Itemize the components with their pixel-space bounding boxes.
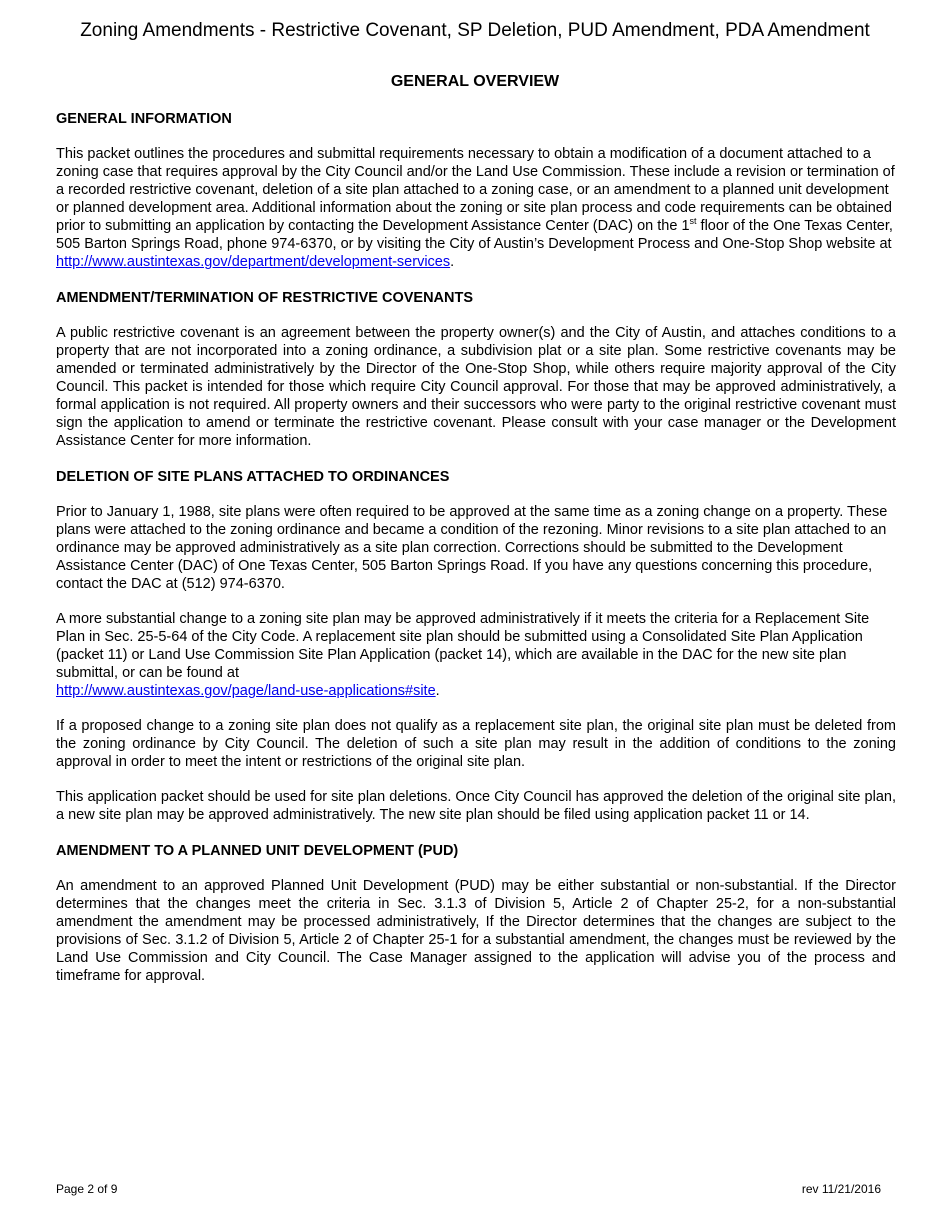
heading-restrictive-covenants: AMENDMENT/TERMINATION OF RESTRICTIVE COVENANTS (56, 290, 474, 306)
paragraph-pud: An amendment to an approved Planned Unit Development (PUD) may be either substantial or non-substantial. If the Director determines that the changes meet the criteria in Sec. 3.1.3 of Division 5, Article 2 of Chapter 25-2, for a non-substantial amendment the amendment may be processed administratively, If the Director determines that the changes are subject to the provisions of Sec. 3.1.2 of Division 5, Article 2 of Chapter 25-1 for a substantial amendment, the changes must be reviewed by the Land Use Commission and City Council. The Case Manager assigned to the application will advise you of the process and timeframe for approval. (56, 878, 896, 984)
paragraph-restrictive-covenants: A public restrictive covenant is an agreement between the property owner(s) and the City of Austin, and attaches conditions to a property that are not incorporated into a zoning ordinance, a subdivision plat or a site plan. Some restrictive covenants may be amended or terminated administratively by the Director of the One-Stop Shop, while others require majority approval of the City Council. This packet is intended for those which require City Council approval. For those that may be approved administratively, a formal application is not required. All property owners and their successors who were party to the original restrictive covenant must sign the application to amend or terminate the restrictive covenant. Please consult with your case manager or the Development Assistance Center for more information. (56, 325, 896, 449)
paragraph-general-information (56, 145, 896, 271)
heading-pud-amendment: AMENDMENT TO A PLANNED UNIT DEVELOPMENT (PUD) (56, 843, 459, 859)
heading-site-plan-deletion: DELETION OF SITE PLANS ATTACHED TO ORDINANCES (56, 469, 450, 485)
page-number: Page 2 of 9 (56, 1182, 118, 1196)
revision-date: rev 11/21/2016 (801, 1182, 881, 1196)
paragraph-site-plans-1: Prior to January 1, 1988, site plans were often required to be approved at the same time as a zoning change on a property. These plans were attached to the zoning ordinance and became a condition of the rezoning. Minor revisions to a site plan attached to an ordinance may be approved administratively as a site plan correction. Corrections should be submitted to the Development Assistance Center (DAC) of One Texas Center, 505 Barton Springs Road. If you have any questions concerning this procedure, contact the DAC at (512) 974-6370. (56, 504, 888, 592)
paragraph-site-plans-4: This application packet should be used for site plan deletions. Once City Council has approved the deletion of the original site plan, a new site plan may be approved administratively. The new site plan should be filed using application packet 11 or 14. (56, 789, 896, 823)
document-body (56, 109, 896, 1002)
site-plans-2-text: A more substantial change to a zoning site plan may be approved administratively if it meets the criteria for a Replacement Site Plan in Sec. 25-5-64 of the City Code. A replacement site plan should be submitted using a Consolidated Site Plan Application (packet 11) or Land Use Commission Site Plan Application (packet 14), which are available in the DAC for the new site plan submittal, or can be found at (56, 611, 870, 681)
heading-general-information: GENERAL INFORMATION (56, 111, 232, 127)
paragraph-site-plans-2 (56, 610, 896, 700)
general-info-text-b: floor of the One Texas Center, 505 Barton Springs Road, phone 974-6370, or by visiting the City of Austin’s Development Process and One-Stop Shop website at (56, 218, 893, 252)
site-plans-2-end: . (435, 683, 440, 699)
superscript-st: st (689, 216, 697, 227)
general-info-text-a: This packet outlines the procedures and submittal requirements necessary to obtain a modification of a document attached to a zoning case that requires approval by the City Council and/or the Land Use Commission. These include a revision or termination of a recorded restrictive covenant, deletion of a site plan attached to a zoning case, or an amendment to a planned unit development or planned development area. Additional information about the zoning or site plan process and code requirements can be obtained prior to submitting an application by contacting the Development Assistance Center (DAC) on the 1 (56, 146, 895, 234)
development-services-link[interactable]: http://www.austintexas.gov/department/development-services (56, 254, 451, 270)
paragraph-site-plans-3: If a proposed change to a zoning site plan does not qualify as a replacement site plan, the original site plan must be deleted from the zoning ordinance by City Council. The deletion of such a site plan may result in the addition of conditions to the zoning approval in order to meet the intent or restrictions of the original site plan. (56, 718, 896, 770)
land-use-applications-link[interactable]: http://www.austintexas.gov/page/land-use-applications#site (56, 683, 436, 699)
general-info-end: . (450, 254, 455, 270)
document-title: Zoning Amendments - Restrictive Covenant, SP Deletion, PUD Amendment, PDA Amendment (80, 20, 870, 41)
section-title-general-overview: GENERAL OVERVIEW (390, 73, 560, 90)
